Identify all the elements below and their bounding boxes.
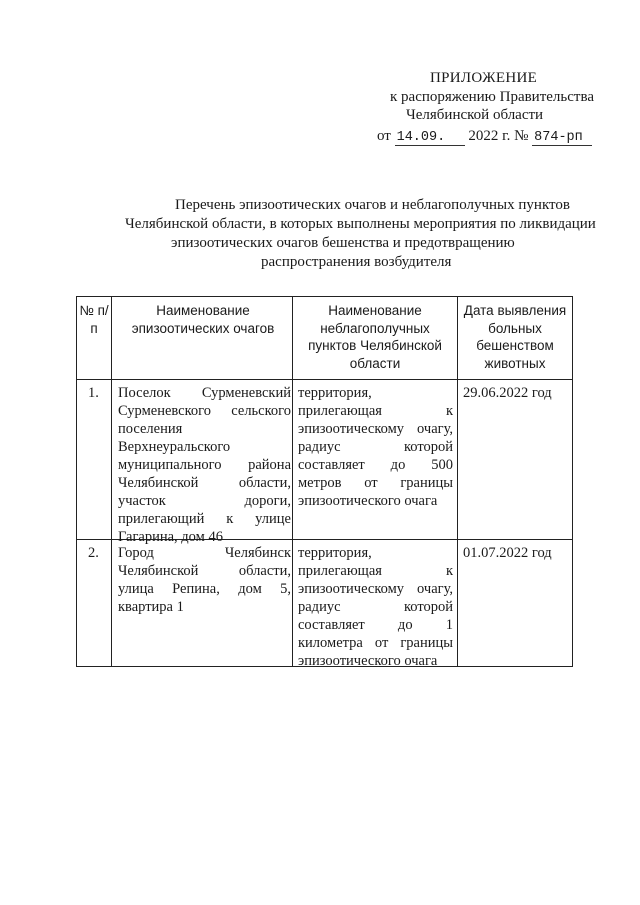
table-border-right — [572, 296, 573, 667]
table-header-divider — [76, 379, 573, 380]
row-1-number: 1. — [88, 385, 99, 401]
header-foci: Наименование эпизоотических очагов — [131, 303, 275, 336]
table-border-left — [76, 296, 77, 667]
row-1-focus: Поселок Сурменевский Сурменевского сельского поселения Верхнеуральского муниципального района Челябинской области, участок дороги, прилегающий к улице Гагарина, дом 46 — [118, 385, 291, 545]
order-number: 874-рп — [532, 131, 592, 146]
title-line-3: эпизоотических очагов бешенства и предотвращению — [171, 235, 515, 251]
row-2-date: 01.07.2022 год — [463, 545, 552, 561]
table-col-divider-3 — [457, 296, 458, 667]
title-line-1: Перечень эпизоотических очагов и неблагополучных пунктов — [175, 197, 570, 213]
year-text: 2022 г. № — [468, 128, 529, 144]
table-border-top — [76, 296, 573, 297]
row-2-number: 2. — [88, 545, 99, 561]
row-1-date: 29.06.2022 год — [463, 385, 552, 401]
appendix-line-date-number — [377, 128, 592, 146]
order-date: 14.09. — [395, 131, 465, 146]
appendix-line-region: Челябинской области — [406, 107, 544, 123]
row-1-area: территория, прилегающая к эпизоотическому очагу, радиус которой составляет до 500 метров от границы эпизоотического очага — [298, 385, 453, 509]
foci-table — [76, 296, 573, 667]
header-areas: Наименование неблагополучных пунктов Челябинской области — [308, 303, 442, 371]
table-col-divider-1 — [111, 296, 112, 667]
header-number: № п/п — [79, 303, 109, 336]
row-2-area: территория, прилегающая к эпизоотическому очагу, радиус которой составляет до 1 километра от границы эпизоотического очага — [298, 545, 453, 669]
from-prefix: от — [377, 128, 391, 144]
header-detection-date: Дата выявления больных бешенством животных — [463, 303, 567, 371]
title-line-2: Челябинской области, в которых выполнены мероприятия по ликвидации — [125, 216, 596, 232]
appendix-title: ПРИЛОЖЕНИЕ — [430, 70, 538, 86]
appendix-line-order: к распоряжению Правительства — [390, 89, 595, 105]
table-col-divider-2 — [292, 296, 293, 667]
title-line-4: распространения возбудителя — [261, 254, 452, 270]
row-2-focus: Город Челябинск Челябинской области, улица Репина, дом 5, квартира 1 — [118, 545, 291, 615]
